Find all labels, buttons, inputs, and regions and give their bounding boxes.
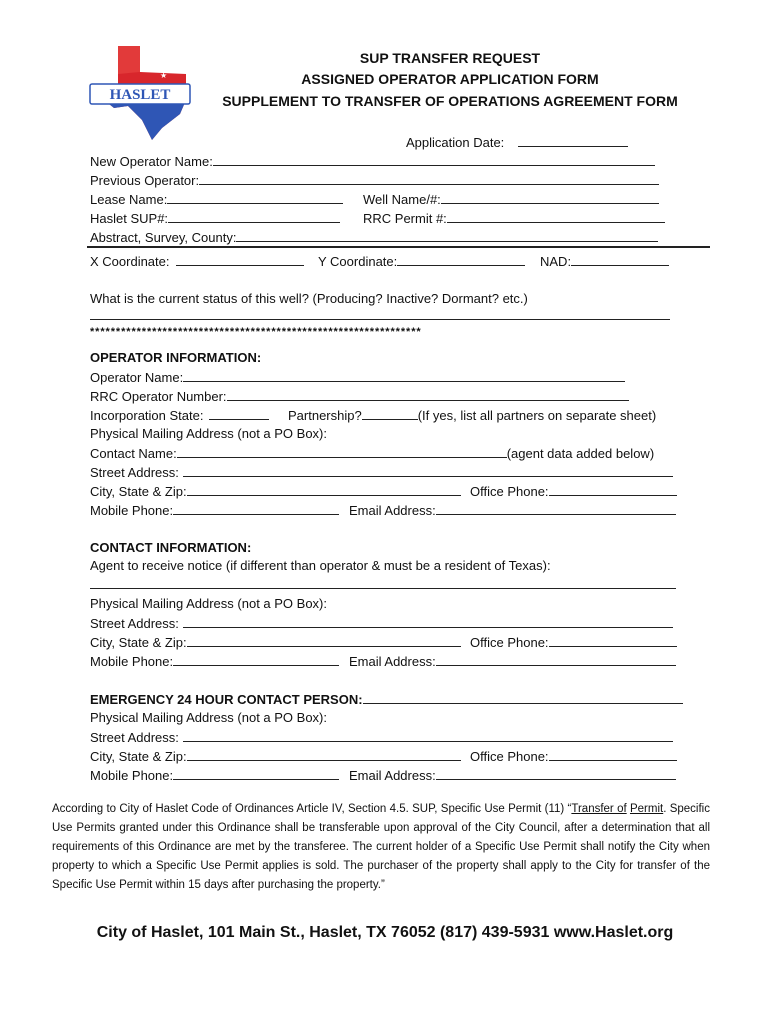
contact-street-field[interactable]: Street Address: — [90, 615, 673, 632]
haslet-sup-field[interactable]: Haslet SUP#: — [90, 210, 340, 227]
contact-office-phone-field[interactable]: Office Phone: — [470, 634, 677, 651]
form-title: SUP TRANSFER REQUEST — [359, 50, 541, 66]
well-status-answer[interactable] — [90, 307, 670, 324]
agent-notice-label: Agent to receive notice (if different than operator & must be a resident of Texas): — [90, 558, 551, 573]
svg-text:★: ★ — [160, 71, 168, 80]
emergency-contact-field[interactable]: EMERGENCY 24 HOUR CONTACT PERSON: — [90, 691, 683, 708]
ordinance-text: According to City of Haslet Code of Ordinances Article IV, Section 4.5. SUP, Specific Use Permit (11) “Transfer of Permit. Specific Use Permits granted under this Ordinance shall be transferable upon approval of the City Council, after a determination that all requirements of this Ordinance are met by the transferee. The current holder of a Specific Use Permit shall notify the City when property to which a Specific Use Permit applies is sold. The purchaser of the property shall apply to the City for transfer of the Specific Use Permit within 15 days after purchasing the property.” — [52, 803, 710, 891]
contact-mobile-field[interactable]: Mobile Phone: — [90, 653, 339, 670]
lease-name-field[interactable]: Lease Name: — [90, 191, 343, 208]
form-subtitle-2: SUPPLEMENT TO TRANSFER OF OPERATIONS AGREEMENT FORM — [222, 93, 678, 109]
rrc-permit-field[interactable]: RRC Permit #: — [363, 210, 665, 227]
abstract-survey-field[interactable]: Abstract, Survey, County: — [90, 229, 658, 246]
operator-name-field[interactable]: Operator Name: — [90, 369, 625, 386]
operator-mailing-label: Physical Mailing Address (not a PO Box): — [90, 426, 327, 441]
well-name-field[interactable]: Well Name/#: — [363, 191, 659, 208]
x-coordinate-field[interactable]: X Coordinate: — [90, 253, 304, 270]
operator-city-field[interactable]: City, State & Zip: — [90, 483, 461, 500]
emergency-office-phone-field[interactable]: Office Phone: — [470, 748, 677, 765]
emergency-city-field[interactable]: City, State & Zip: — [90, 748, 461, 765]
nad-field[interactable]: NAD: — [540, 253, 669, 270]
section-divider — [87, 246, 710, 248]
emergency-street-field[interactable]: Street Address: — [90, 729, 673, 746]
incorporation-state-field[interactable]: Incorporation State: — [90, 407, 269, 424]
emergency-mailing-label: Physical Mailing Address (not a PO Box): — [90, 710, 327, 725]
contact-email-field[interactable]: Email Address: — [349, 653, 676, 670]
operator-street-field[interactable]: Street Address: — [90, 464, 673, 481]
haslet-texas-logo — [88, 44, 200, 140]
contact-city-field[interactable]: City, State & Zip: — [90, 634, 461, 651]
svg-text:HASLET: HASLET — [109, 87, 171, 103]
new-operator-field[interactable]: New Operator Name: — [90, 153, 655, 170]
emergency-email-field[interactable]: Email Address: — [349, 767, 676, 784]
operator-office-phone-field[interactable]: Office Phone: — [470, 483, 677, 500]
agent-name-field[interactable] — [90, 576, 676, 593]
contact-info-heading: CONTACT INFORMATION: — [90, 540, 252, 555]
operator-mobile-field[interactable]: Mobile Phone: — [90, 502, 339, 519]
well-status-question: What is the current status of this well? (Producing? Inactive? Dormant? etc.) — [90, 291, 528, 306]
y-coordinate-field[interactable]: Y Coordinate: — [318, 253, 525, 270]
contact-name-field[interactable]: Contact Name: (agent data added below) — [90, 446, 655, 461]
city-footer: City of Haslet, 101 Main St., Haslet, TX 76052 (817) 439-5931 www.Haslet.org — [96, 924, 674, 941]
form-subtitle-1: ASSIGNED OPERATOR APPLICATION FORM — [301, 71, 599, 87]
previous-operator-field[interactable]: Previous Operator: — [90, 172, 659, 189]
separator-stars: **************************************************************** — [90, 326, 422, 338]
contact-mailing-label: Physical Mailing Address (not a PO Box): — [90, 596, 327, 611]
operator-email-field[interactable]: Email Address: — [349, 502, 676, 519]
rrc-operator-number-field[interactable]: RRC Operator Number: — [90, 388, 629, 405]
operator-info-heading: OPERATOR INFORMATION: — [90, 350, 262, 365]
emergency-mobile-field[interactable]: Mobile Phone: — [90, 767, 339, 784]
partnership-field[interactable]: Partnership? (If yes, list all partners on separate sheet) — [288, 408, 657, 423]
application-date-field[interactable]: Application Date: — [406, 134, 628, 151]
